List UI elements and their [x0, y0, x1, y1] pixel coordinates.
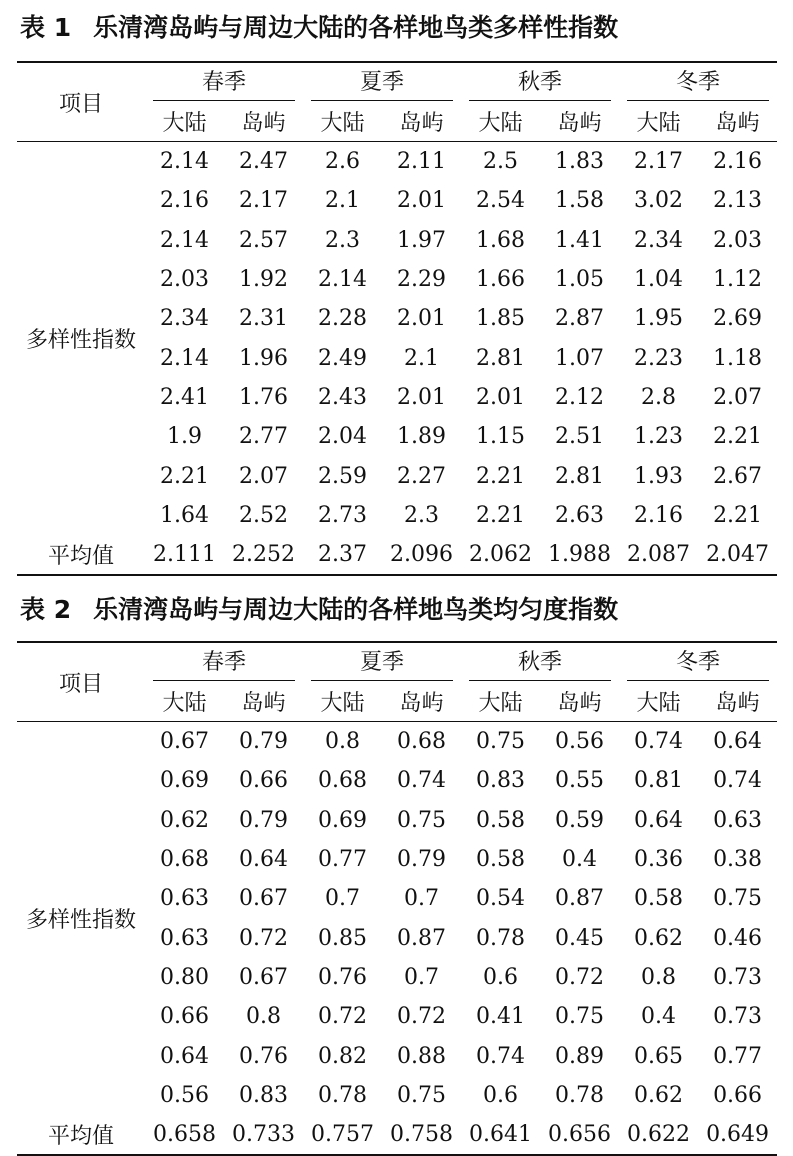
table2-cell: 0.72	[318, 1004, 367, 1030]
table1-cell: 2.3	[325, 227, 361, 253]
table2-cell: 0.80	[160, 964, 209, 990]
table2-cell: 0.78	[476, 925, 526, 951]
table1-cell: 2.29	[397, 267, 447, 293]
table2-cell: 0.63	[160, 886, 209, 912]
table2-cell: 0.4	[562, 847, 598, 873]
table1-average-cell: 2.087	[619, 535, 698, 575]
table2-cell: 0.67	[160, 729, 209, 755]
table1-season-label: 秋季	[469, 64, 611, 101]
table1-cell: 1.15	[476, 424, 526, 450]
table1-cell: 2.5	[483, 149, 519, 175]
table1-cell: 2.12	[555, 384, 605, 410]
table2-cell: 0.64	[634, 807, 684, 833]
table1-cell: 2.14	[318, 267, 367, 293]
table1-cell: 2.77	[239, 424, 288, 450]
table2-cell: 0.7	[404, 964, 440, 990]
table2-cell: 0.79	[397, 847, 447, 873]
table1-cell: 2.01	[397, 384, 447, 410]
table1-cell: 1.66	[476, 267, 526, 293]
table1-cell: 2.17	[239, 188, 288, 214]
table2-cell: 0.64	[239, 847, 288, 873]
table2-cell: 0.45	[555, 925, 605, 951]
table1-average-cell: 2.096	[382, 535, 461, 575]
table1-cell: 1.93	[634, 463, 684, 489]
table1-cell: 2.59	[318, 463, 367, 489]
table2-average-cell: 0.733	[224, 1115, 303, 1155]
table1-cell: 2.21	[476, 502, 526, 528]
table1-average-row	[17, 535, 777, 575]
table2-cell: 0.7	[325, 886, 361, 912]
table2-cell: 0.6	[483, 964, 519, 990]
table2-cell: 0.88	[397, 1043, 447, 1069]
table2-average-label: 平均值	[17, 1115, 145, 1155]
table2-subheader: 岛屿	[540, 681, 619, 722]
table2-cell: 0.63	[160, 925, 209, 951]
table1-caption-title: 乐清湾岛屿与周边大陆的各样地鸟类多样性指数	[93, 13, 619, 42]
table1-season-label: 冬季	[627, 64, 769, 101]
table2-cell: 0.77	[318, 847, 367, 873]
table2-subheader: 岛屿	[224, 681, 303, 722]
table2-cell: 0.79	[239, 729, 288, 755]
table2-cell: 0.75	[555, 1004, 605, 1030]
table1-cell: 2.14	[160, 345, 209, 371]
table2-cell: 0.68	[318, 768, 367, 794]
table1-item-header: 项目	[17, 62, 145, 142]
table2-cell: 0.58	[634, 886, 684, 912]
table1-average-cell: 1.988	[540, 535, 619, 575]
table2-cell: 0.73	[713, 964, 763, 990]
table1-cell: 1.95	[634, 306, 684, 332]
table1-cell: 2.34	[634, 227, 684, 253]
table1-cell: 2.49	[318, 345, 367, 371]
table2-cell: 0.41	[476, 1004, 526, 1030]
table2-subheader: 岛屿	[698, 681, 777, 722]
table1-subheader: 大陆	[619, 101, 698, 142]
table2-cell: 0.65	[634, 1043, 684, 1069]
table2-cell: 0.74	[713, 768, 763, 794]
table2-cell: 0.58	[476, 847, 526, 873]
table2-season-header	[145, 642, 303, 681]
table2-item-header: 项目	[17, 642, 145, 722]
table1-subheader: 大陆	[145, 101, 224, 142]
table2-row-label: 多样性指数	[25, 907, 136, 933]
table1-subheader: 大陆	[461, 101, 540, 142]
table2-cell: 0.81	[634, 768, 684, 794]
table2-season-header	[303, 642, 461, 681]
table2-average-cell: 0.757	[303, 1115, 382, 1155]
table1-cell: 1.64	[160, 502, 209, 528]
table2-cell: 0.8	[325, 729, 361, 755]
table1-cell: 2.54	[476, 188, 526, 214]
table1-cell: 2.16	[634, 502, 684, 528]
table2-subheader: 大陆	[461, 681, 540, 722]
table2-cell: 0.83	[476, 768, 526, 794]
table1-cell: 2.16	[713, 149, 763, 175]
table2-cell: 0.38	[713, 847, 763, 873]
table1-cell: 1.76	[239, 384, 288, 410]
table1-cell: 2.34	[160, 306, 209, 332]
table1-cell: 2.41	[160, 384, 209, 410]
table1-cell: 1.18	[713, 345, 763, 371]
table1-cell: 1.9	[167, 424, 202, 450]
table1-season-header	[303, 62, 461, 101]
table2-cell: 0.62	[160, 807, 209, 833]
table1-cell: 3.02	[634, 188, 684, 214]
table1-body	[17, 142, 777, 576]
table1-season-label: 夏季	[311, 64, 453, 101]
table1-subheader: 岛屿	[224, 101, 303, 142]
table2	[17, 641, 777, 1156]
table2-cell: 0.75	[713, 886, 763, 912]
table2-cell: 0.56	[160, 1082, 209, 1108]
table2-average-cell: 0.649	[698, 1115, 777, 1155]
table2-cell: 0.74	[634, 729, 684, 755]
table1-cell: 2.21	[476, 463, 526, 489]
table2-cell: 0.82	[318, 1043, 367, 1069]
table2-cell: 0.75	[397, 807, 447, 833]
table2-cell: 0.64	[713, 729, 763, 755]
table1-cell: 2.11	[397, 149, 447, 175]
table2-cell: 0.83	[239, 1082, 288, 1108]
table1-cell: 1.68	[476, 227, 526, 253]
table2-cell: 0.62	[634, 925, 684, 951]
table1-cell: 2.14	[160, 149, 209, 175]
table2-cell: 0.46	[713, 925, 763, 951]
table2-season-header	[619, 642, 777, 681]
table2-cell: 0.69	[160, 768, 209, 794]
table1-cell: 2.8	[641, 384, 677, 410]
table1-average-label: 平均值	[17, 535, 145, 575]
table1-cell: 1.07	[555, 345, 605, 371]
table1-cell: 2.13	[713, 188, 763, 214]
table1-cell: 1.23	[634, 424, 684, 450]
table2-cell: 0.87	[555, 886, 605, 912]
table2-season-header	[461, 642, 619, 681]
table1-caption-number: 表 1	[20, 13, 72, 42]
table1-average-cell: 2.062	[461, 535, 540, 575]
table2-cell: 0.67	[239, 886, 288, 912]
table1-cell: 2.1	[325, 188, 361, 214]
table2-cell: 0.75	[476, 729, 526, 755]
table2-average-cell: 0.758	[382, 1115, 461, 1155]
table1-cell: 2.21	[713, 424, 763, 450]
table1-cell: 2.21	[160, 463, 209, 489]
table1-caption	[20, 8, 780, 48]
table1-cell: 2.01	[397, 188, 447, 214]
table2-cell: 0.4	[641, 1004, 677, 1030]
table2-cell: 0.78	[318, 1082, 367, 1108]
table2-data-row	[17, 722, 777, 762]
table1-cell: 2.47	[239, 149, 288, 175]
table1-cell: 2.52	[239, 502, 288, 528]
table2-average-row	[17, 1115, 777, 1155]
table2-cell: 0.74	[397, 768, 447, 794]
table1-average-cell: 2.111	[145, 535, 224, 575]
table2-average-cell: 0.622	[619, 1115, 698, 1155]
table1-cell: 2.31	[239, 306, 288, 332]
table2-average-cell: 0.656	[540, 1115, 619, 1155]
table1-cell: 2.17	[634, 149, 684, 175]
table1	[17, 61, 777, 576]
table2-cell: 0.66	[239, 768, 288, 794]
table1-cell: 2.27	[397, 463, 447, 489]
table1-subheader: 岛屿	[382, 101, 461, 142]
table1-cell: 2.07	[239, 463, 288, 489]
table1-cell: 1.85	[476, 306, 526, 332]
table2-cell: 0.77	[713, 1043, 763, 1069]
table2-cell: 0.78	[555, 1082, 605, 1108]
table2-cell: 0.66	[160, 1004, 209, 1030]
table2-cell: 0.56	[555, 729, 605, 755]
table1-cell: 1.05	[555, 267, 605, 293]
table1-cell: 1.92	[239, 267, 288, 293]
table2-season-label: 冬季	[627, 644, 769, 681]
table2-cell: 0.58	[476, 807, 526, 833]
table1-cell: 2.69	[713, 306, 763, 332]
table1-cell: 1.04	[634, 267, 684, 293]
table1-cell: 1.96	[239, 345, 288, 371]
table1-season-header	[461, 62, 619, 101]
table2-average-cell: 0.641	[461, 1115, 540, 1155]
table1-data-row	[17, 142, 777, 182]
table1-cell: 2.14	[160, 227, 209, 253]
table2-body	[17, 722, 777, 1156]
table2-cell: 0.67	[239, 964, 288, 990]
table2-cell: 0.85	[318, 925, 367, 951]
table2-cell: 0.7	[404, 886, 440, 912]
table2-subheader: 大陆	[303, 681, 382, 722]
table1-cell: 1.12	[713, 267, 763, 293]
table2-cell: 0.75	[397, 1082, 447, 1108]
table1-cell: 2.21	[713, 502, 763, 528]
table2-subheader: 岛屿	[382, 681, 461, 722]
table1-cell: 2.6	[325, 149, 361, 175]
table2-season-label: 春季	[153, 644, 295, 681]
table2-caption	[20, 590, 780, 630]
table1-season-header	[619, 62, 777, 101]
table1-cell: 2.57	[239, 227, 288, 253]
table1-cell: 2.16	[160, 188, 209, 214]
table1-season-label: 春季	[153, 64, 295, 101]
table2-average-cell: 0.658	[145, 1115, 224, 1155]
table2-cell: 0.54	[476, 886, 526, 912]
table1-cell: 1.83	[555, 149, 605, 175]
table2-cell: 0.8	[641, 964, 677, 990]
table1-cell: 2.63	[555, 502, 605, 528]
table2-cell: 0.73	[713, 1004, 763, 1030]
table2-cell: 0.68	[160, 847, 209, 873]
table1-average-cell: 2.252	[224, 535, 303, 575]
table1-cell: 2.73	[318, 502, 367, 528]
table2-cell: 0.68	[397, 729, 447, 755]
table2-cell: 0.72	[555, 964, 605, 990]
table2-cell: 0.63	[713, 807, 763, 833]
table2-season-label: 夏季	[311, 644, 453, 681]
table1-cell: 2.67	[713, 463, 763, 489]
table1-cell: 2.28	[318, 306, 367, 332]
table2-cell: 0.76	[239, 1043, 288, 1069]
table1-cell: 2.3	[404, 502, 440, 528]
table2-cell: 0.76	[318, 964, 367, 990]
table1-cell: 1.89	[397, 424, 447, 450]
table2-subheader: 大陆	[145, 681, 224, 722]
table1-average-cell: 2.047	[698, 535, 777, 575]
table2-caption-title: 乐清湾岛屿与周边大陆的各样地鸟类均匀度指数	[93, 595, 619, 624]
table1-cell: 2.43	[318, 384, 367, 410]
table1-subheader: 岛屿	[698, 101, 777, 142]
table1-subheader: 岛屿	[540, 101, 619, 142]
table2-caption-number: 表 2	[20, 595, 72, 624]
table1-cell: 2.51	[555, 424, 605, 450]
table2-subheader: 大陆	[619, 681, 698, 722]
table1-cell: 1.41	[555, 227, 605, 253]
table1-cell: 2.1	[404, 345, 440, 371]
table2-cell: 0.74	[476, 1043, 526, 1069]
table1-cell: 2.07	[713, 384, 763, 410]
table1-cell: 2.81	[476, 345, 526, 371]
table2-cell: 0.69	[318, 807, 367, 833]
table2-cell: 0.79	[239, 807, 288, 833]
table2-cell: 0.36	[634, 847, 684, 873]
table1-cell: 2.23	[634, 345, 684, 371]
table1-cell: 2.01	[476, 384, 526, 410]
table2-cell: 0.55	[555, 768, 605, 794]
table2-cell: 0.64	[160, 1043, 209, 1069]
table1-cell: 2.03	[160, 267, 209, 293]
table2-season-label: 秋季	[469, 644, 611, 681]
table2-cell: 0.72	[397, 1004, 447, 1030]
table2-cell: 0.87	[397, 925, 447, 951]
table1-cell: 2.87	[555, 306, 605, 332]
table1-season-header	[145, 62, 303, 101]
table1-cell: 2.04	[318, 424, 367, 450]
table2-cell: 0.59	[555, 807, 605, 833]
table2-cell: 0.6	[483, 1082, 519, 1108]
table1-cell: 2.03	[713, 227, 763, 253]
table1-subheader: 大陆	[303, 101, 382, 142]
table1-row-label: 多样性指数	[25, 327, 136, 353]
table1-cell: 1.97	[397, 227, 447, 253]
table1-cell: 2.81	[555, 463, 605, 489]
table2-cell: 0.89	[555, 1043, 605, 1069]
table1-cell: 2.01	[397, 306, 447, 332]
table1-average-cell: 2.37	[303, 535, 382, 575]
table2-cell: 0.72	[239, 925, 288, 951]
table2-cell: 0.62	[634, 1082, 684, 1108]
table2-cell: 0.66	[713, 1082, 763, 1108]
table2-cell: 0.8	[246, 1004, 281, 1030]
table1-cell: 1.58	[555, 188, 605, 214]
